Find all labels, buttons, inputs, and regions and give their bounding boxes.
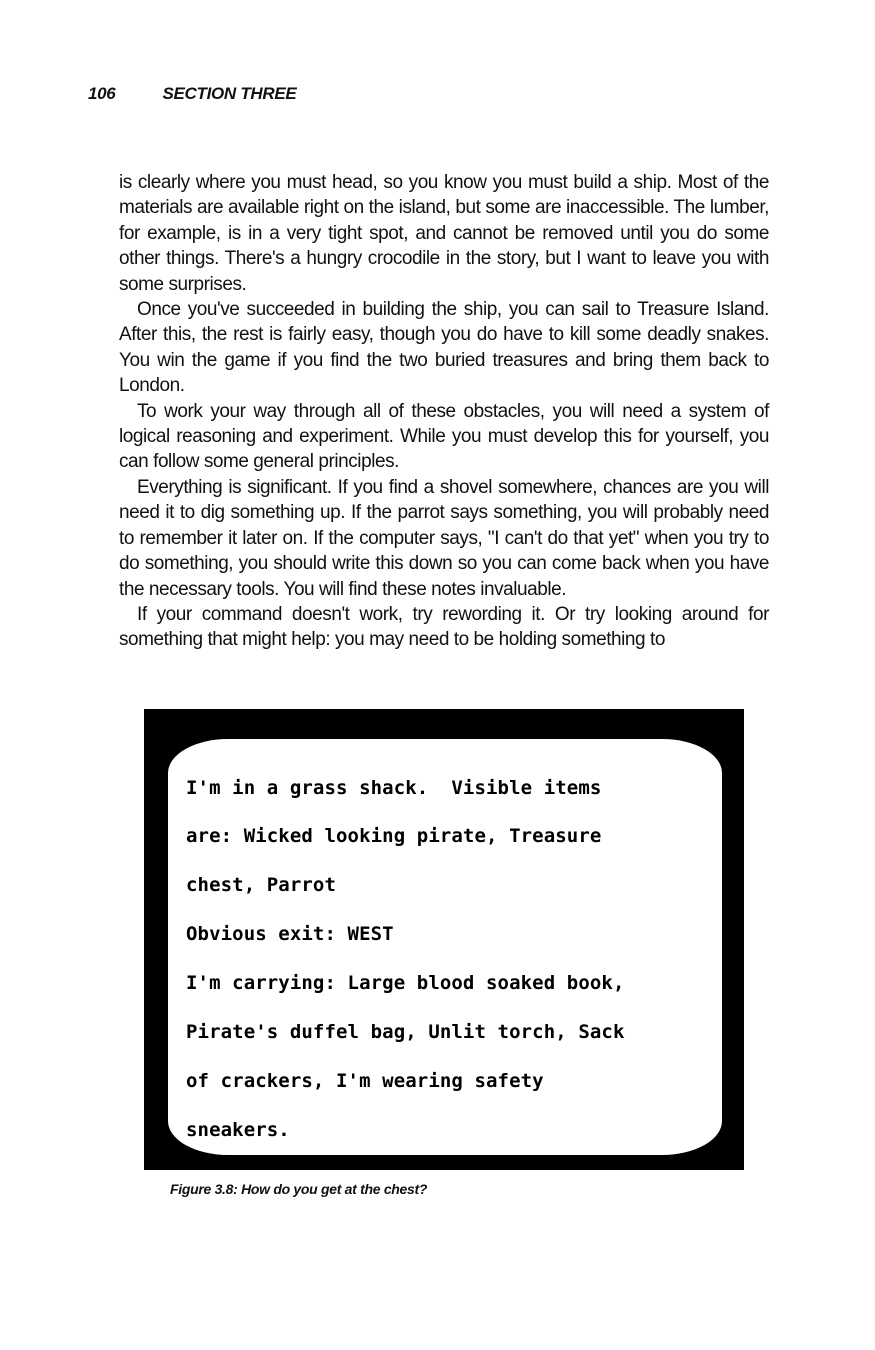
- terminal-line: Pirate's duffel bag, Unlit torch, Sack: [186, 1021, 625, 1044]
- page-number: 106: [88, 84, 116, 103]
- terminal-line: sneakers.: [186, 1118, 290, 1141]
- terminal-line: are: Wicked looking pirate, Treasure: [186, 825, 602, 848]
- terminal-line: Obvious exit: WEST: [186, 923, 394, 946]
- paragraph: is clearly where you must head, so you know you must build a ship. Most of the materials are available right on the island, but some are inaccessible. The lumber, for example, is in a very tight spot, and cannot be removed until you do some other things. There's a hungry crocodile in the story, but I want to leave you with some surprises.: [119, 172, 769, 295]
- terminal-text: [186, 747, 716, 1155]
- paragraph: If your command doesn't work, try rewording it. Or try looking around for something that might help: you may need to be holding something to: [119, 603, 769, 651]
- terminal-line: of crackers, I'm wearing safety: [186, 1069, 544, 1092]
- terminal-line: chest, Parrot: [186, 874, 337, 897]
- terminal-line: I'm carrying: Large blood soaked book,: [186, 972, 625, 995]
- paragraph: Once you've succeeded in building the ship, you can sail to Treasure Island. After this, the rest is fairly easy, though you do have to kill some deadly snakes. You win the game if you find the two buried treasures and bring them back to London.: [119, 299, 769, 397]
- figure-caption: Figure 3.8: How do you get at the chest?: [170, 1181, 428, 1197]
- body-text: [119, 170, 769, 653]
- terminal-line: I'm in a grass shack. Visible items: [186, 776, 602, 799]
- paragraph: Everything is significant. If you find a shovel somewhere, chances are you will need it to dig something up. If the parrot says something, you will probably need to remember it later on. If the computer says, "I can't do that yet" when you try to do something, you should write this down so you can come back when you have the necessary tools. You will find these notes invaluable.: [119, 476, 769, 600]
- terminal-screen: [168, 739, 722, 1155]
- running-head: [88, 84, 296, 104]
- section-title: SECTION THREE: [162, 84, 297, 103]
- figure-screenshot: [144, 709, 744, 1170]
- paragraph: To work your way through all of these obstacles, you will need a system of logical reasoning and experiment. While you must develop this for yourself, you can follow some general principles.: [119, 400, 769, 473]
